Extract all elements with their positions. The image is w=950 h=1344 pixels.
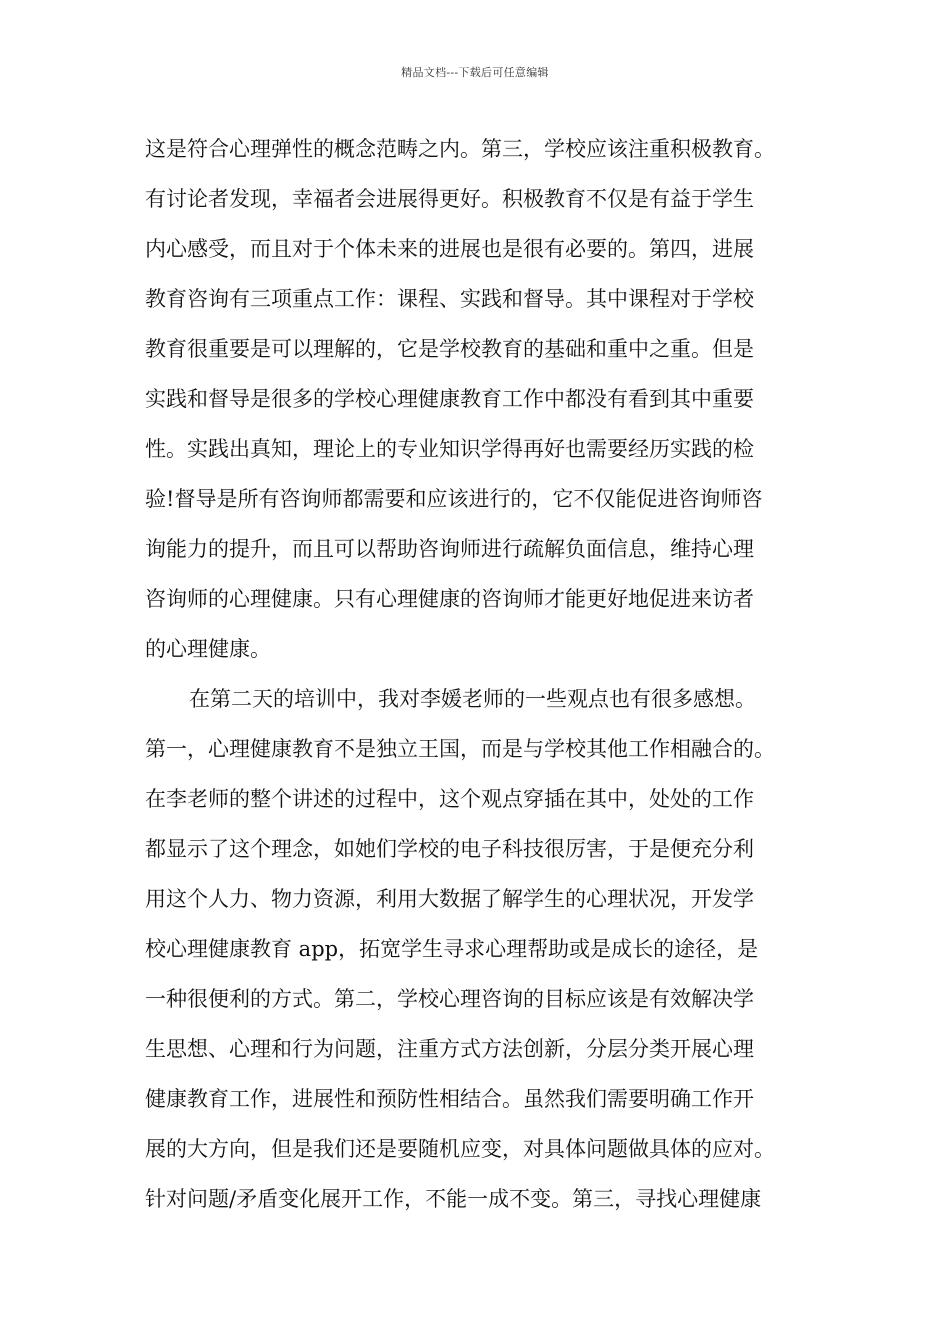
text-line: 生思想、心理和行为问题，注重方式方法创新，分层分类开展心理 <box>145 1037 754 1061</box>
text-line: 实践和督导是很多的学校心理健康教育工作中都没有看到其中重要 <box>145 387 754 411</box>
text-line: 用这个人力、物力资源，利用大数据了解学生的心理状况，开发学 <box>145 887 754 911</box>
document-body <box>145 124 825 1224</box>
text-line: 这是符合心理弹性的概念范畴之内。第三，学校应该注重积极教育。 <box>145 137 775 161</box>
text-line: 询能力的提升，而且可以帮助咨询师进行疏解负面信息，维持心理 <box>145 537 754 561</box>
text-line: 健康教育工作，进展性和预防性相结合。虽然我们需要明确工作开 <box>145 1087 754 1111</box>
text-line: 的心理健康。 <box>145 637 271 661</box>
text-line: 都显示了这个理念，如她们学校的电子科技很厉害，于是便充分利 <box>145 837 754 861</box>
paragraph-2 <box>145 674 825 1224</box>
text-line: 第一，心理健康教育不是独立王国，而是与学校其他工作相融合的。 <box>145 737 775 761</box>
text-line: 教育咨询有三项重点工作：课程、实践和督导。其中课程对于学校 <box>145 287 754 311</box>
text-line: 教育很重要是可以理解的，它是学校教育的基础和重中之重。但是 <box>145 337 754 361</box>
text-line: 有讨论者发现，幸福者会进展得更好。积极教育不仅是有益于学生 <box>145 187 754 211</box>
text-line: 验!督导是所有咨询师都需要和应该进行的，它不仅能促进咨询师咨 <box>145 487 763 511</box>
text-line: 一种很便利的方式。第二，学校心理咨询的目标应该是有效解决学 <box>145 987 754 1011</box>
text-line: 展的大方向，但是我们还是要随机应变，对具体问题做具体的应对。 <box>145 1137 775 1161</box>
text-line: 在第二天的培训中，我对李媛老师的一些观点也有很多感想。 <box>189 687 756 711</box>
text-line: 内心感受，而且对于个体未来的进展也是很有必要的。第四，进展 <box>145 237 754 261</box>
text-line: 咨询师的心理健康。只有心理健康的咨询师才能更好地促进来访者 <box>145 587 754 611</box>
text-line: 针对问题/矛盾变化展开工作，不能一成不变。第三，寻找心理健康 <box>145 1187 762 1211</box>
paragraph-1 <box>145 124 825 674</box>
page-header: 精品文档---下载后可任意编辑 <box>401 66 549 79</box>
text-line: 性。实践出真知，理论上的专业知识学得再好也需要经历实践的检 <box>145 437 754 461</box>
text-line: 在李老师的整个讲述的过程中，这个观点穿插在其中，处处的工作 <box>145 787 754 811</box>
text-line: 校心理健康教育 app，拓宽学生寻求心理帮助或是成长的途径，是 <box>145 937 759 961</box>
